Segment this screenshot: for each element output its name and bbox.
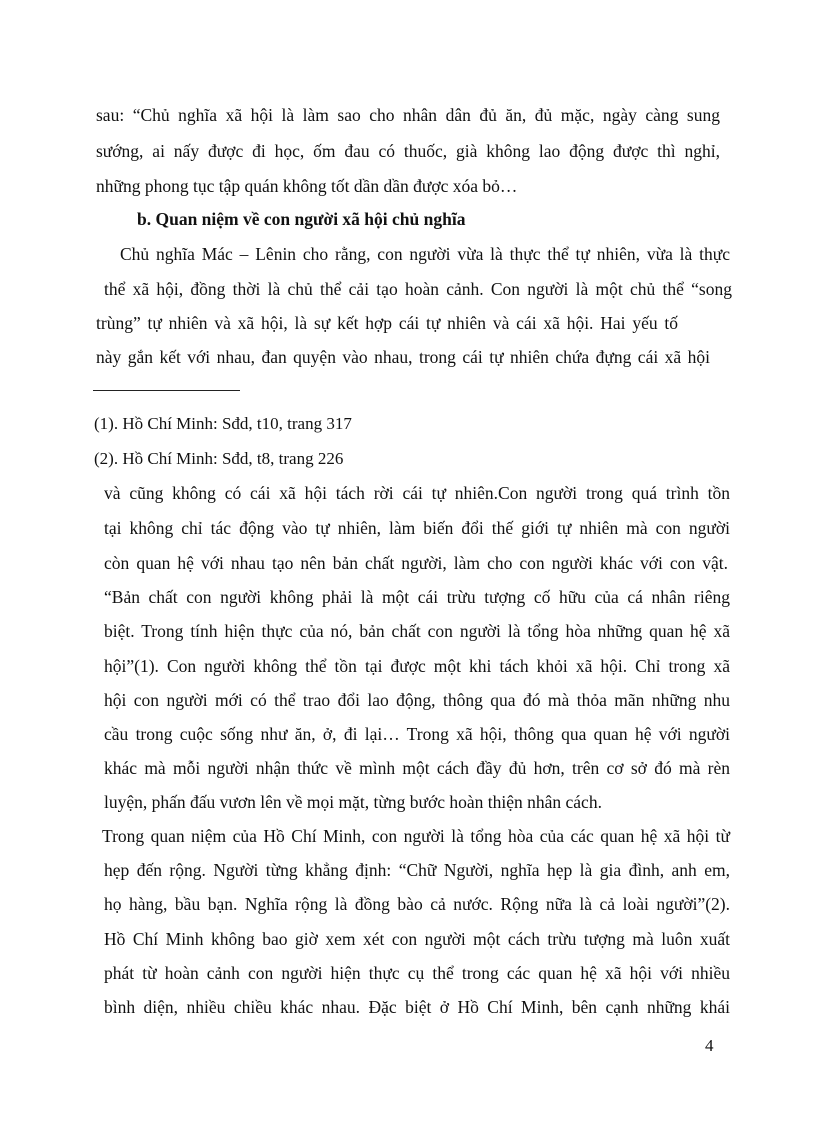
paragraph-line: cầu trong cuộc sống như ăn, ở, đi lại… Trong xã hội, thông qua quan hệ với người [104,724,730,744]
paragraph-line: sau: “Chủ nghĩa xã hội là làm sao cho nhân dân đủ ăn, đủ mặc, ngày càng sung [96,105,720,125]
paragraph-line: khác mà mỗi người nhận thức về mình một cách đầy đủ hơn, trên cơ sở đó mà rèn [104,758,730,778]
paragraph-line: hội con người mới có thể trao đổi lao động, thông qua đó mà thỏa mãn những nhu [104,690,730,710]
page-number: 4 [705,1036,714,1055]
paragraph-line: thể xã hội, đồng thời là chủ thể cải tạo hoàn cảnh. Con người là một chủ thể “song [104,279,732,299]
paragraph-line: bình diện, nhiều chiều khác nhau. Đặc biệt ở Hồ Chí Minh, bên cạnh những khái [104,997,730,1017]
paragraph-line: Chủ nghĩa Mác – Lênin cho rằng, con người vừa là thực thể tự nhiên, vừa là thực [120,244,730,264]
paragraph-line: tại không chỉ tác động vào tự nhiên, làm biến đổi thế giới tự nhiên mà con người [104,518,730,538]
paragraph-line: Trong quan niệm của Hồ Chí Minh, con người là tổng hòa của các quan hệ xã hội từ [102,826,730,846]
paragraph-line: trùng” tự nhiên và xã hội, là sự kết hợp cái tự nhiên và cái xã hội. Hai yếu tố [96,313,678,333]
footnote-1: (1). Hồ Chí Minh: Sđd, t10, trang 317 [94,414,352,433]
paragraph-line: luyện, phấn đấu vươn lên về mọi mặt, từng bước hoàn thiện nhân cách. [104,792,602,812]
paragraph-line: này gắn kết với nhau, đan quyện vào nhau, trong cái tự nhiên chứa đựng cái xã hội [96,347,710,367]
paragraph-line: và cũng không có cái xã hội tách rời cái tự nhiên.Con người trong quá trình tồn [104,483,730,503]
paragraph-line: họ hàng, bầu bạn. Nghĩa rộng là đồng bào cả nước. Rộng nữa là cả loài người”(2). [104,894,730,914]
paragraph-line: Hồ Chí Minh không bao giờ xem xét con người một cách trừu tượng mà luôn xuất [104,929,730,949]
paragraph-line: còn quan hệ với nhau tạo nên bản chất người, làm cho con người khác với con vật. [104,553,728,573]
paragraph-line: phát từ hoàn cảnh con người hiện thực cụ thể trong các quan hệ xã hội với nhiều [104,963,730,983]
footnote-separator [93,390,240,391]
paragraph-line: “Bản chất con người không phải là một cái trừu tượng cố hữu của cá nhân riêng [104,587,730,607]
paragraph-line: những phong tục tập quán không tốt dần dần được xóa bỏ… [96,176,518,196]
footnote-2: (2). Hồ Chí Minh: Sđd, t8, trang 226 [94,449,344,468]
section-heading: b. Quan niệm về con người xã hội chủ nghĩa [137,209,466,229]
paragraph-line: hẹp đến rộng. Người từng khẳng định: “Chữ Người, nghĩa hẹp là gia đình, anh em, [104,860,730,880]
paragraph-line: sướng, ai nấy được đi học, ốm đau có thuốc, già không lao động được thì nghỉ, [96,141,720,161]
paragraph-line: biệt. Trong tính hiện thực của nó, bản chất con người là tổng hòa những quan hệ xã [104,621,730,641]
paragraph-line: hội”(1). Con người không thể tồn tại được một khi tách khỏi xã hội. Chỉ trong xã [104,656,730,676]
